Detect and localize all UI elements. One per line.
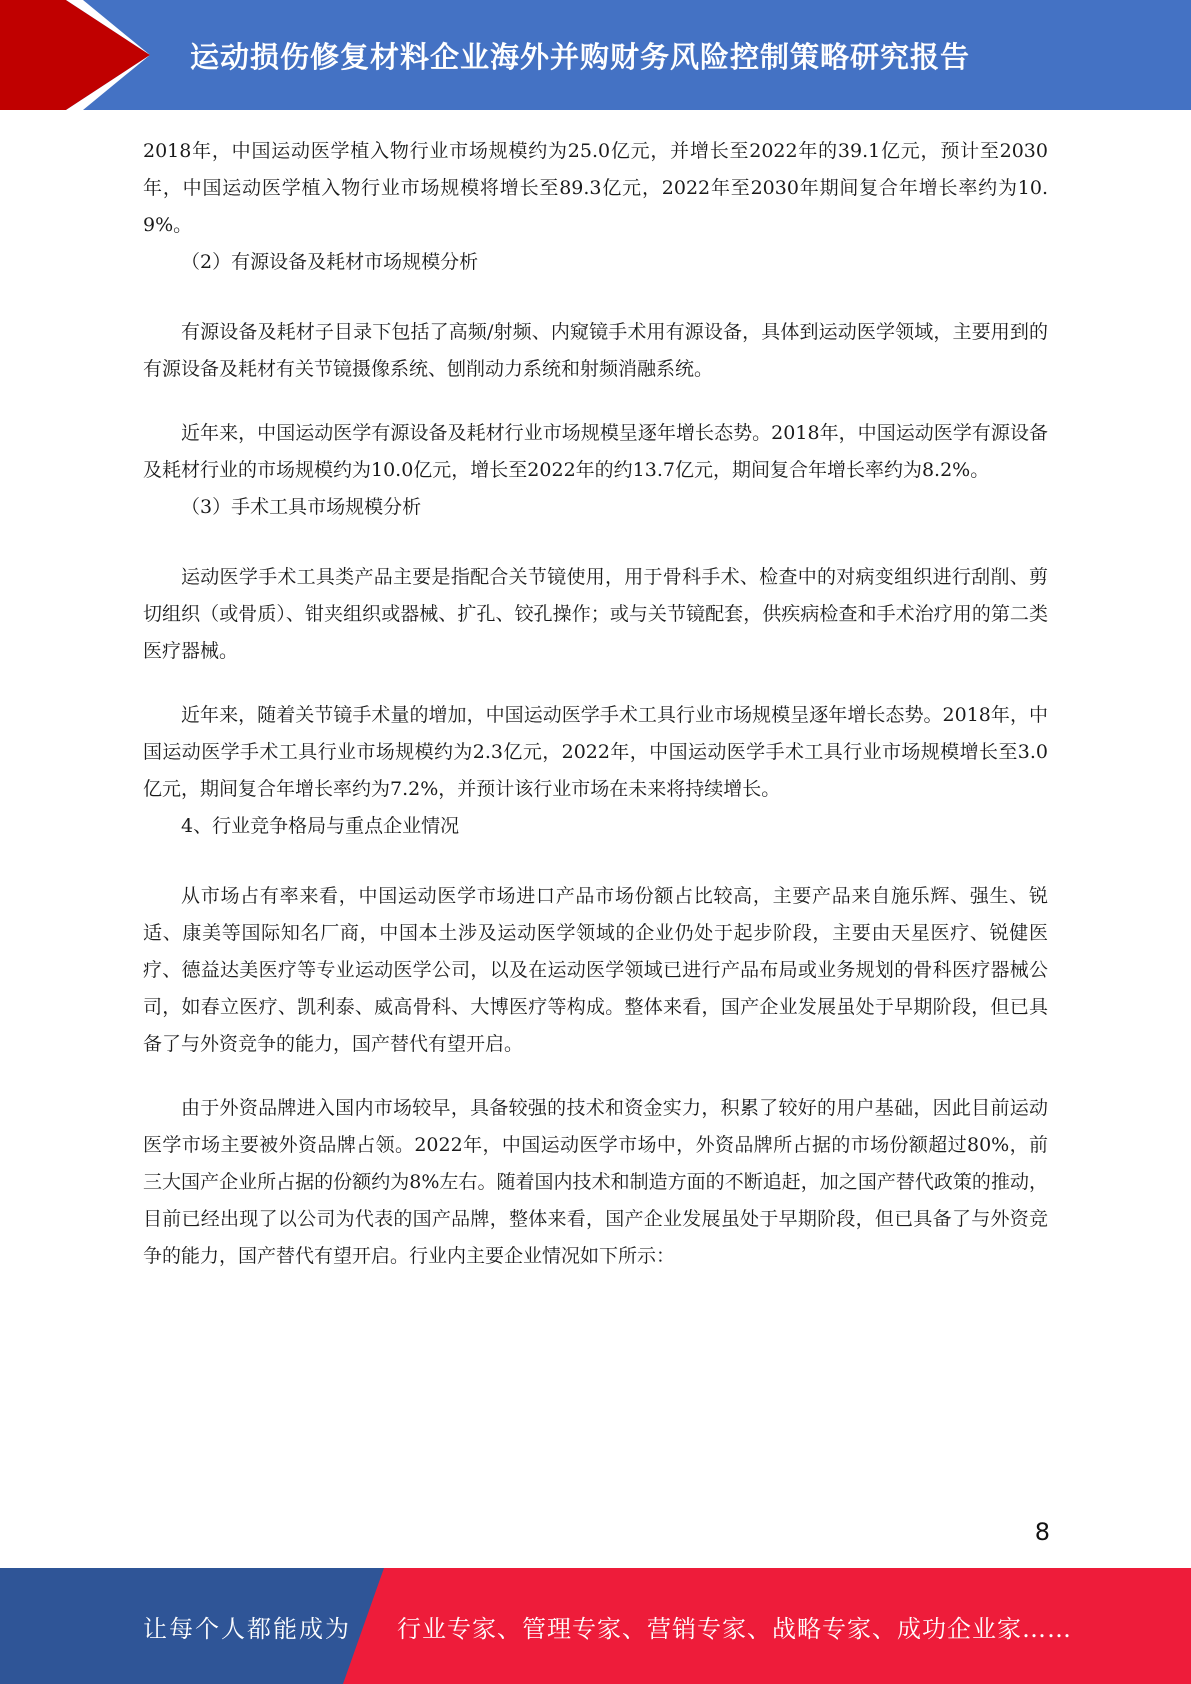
paragraph-active-devices-scope: 有源设备及耗材子目录下包括了高频/射频、内窥镜手术用有源设备，具体到运动医学领域，主要用到的有源设备及耗材有关节镜摄像系统、刨削动力系统和射频消融系统。: [143, 321, 1048, 380]
paragraph-market-share: 从市场占有率来看，中国运动医学市场进口产品市场份额占比较高，主要产品来自施乐辉、强生、锐适、康美等国际知名厂商，中国本土涉及运动医学领域的企业仍处于起步阶段，主要由天星医疗、锐健医疗、德益达美医疗等专业运动医学公司，以及在运动医学领域已进行产品布局或业务规划的骨科医疗器械公司，如春立医疗、凯利泰、威高骨科、大博医疗等构成。整体来看，国产企业发展虽处于早期阶段，但已具备了与外资竞争的能力，国产替代有望开启。: [143, 885, 1048, 1055]
report-title: 运动损伤修复材料企业海外并购财务风险控制策略研究报告: [190, 39, 971, 74]
paragraph-implant-market: 2018年，中国运动医学植入物行业市场规模约为25.0亿元，并增长至2022年的39.1亿元，预计至2030年，中国运动医学植入物行业市场规模将增长至89.3亿元，2022年至2030年期间复合年增长率约为10.9%。: [143, 140, 1048, 236]
section-heading-surgical-tools: （3）手术工具市场规模分析: [181, 496, 422, 518]
section-heading-active-devices: （2）有源设备及耗材市场规模分析: [181, 251, 479, 273]
paragraph-surgical-tools-definition: 运动医学手术工具类产品主要是指配合关节镜使用，用于骨科手术、检查中的对病变组织进行刮削、剪切组织（或骨质）、钳夹组织或器械、扩孔、铰孔操作；或与关节镜配套，供疾病检查和手术治疗用的第二类医疗器械。: [143, 566, 1048, 662]
paragraph-surgical-tools-growth: 近年来，随着关节镜手术量的增加，中国运动医学手术工具行业市场规模呈逐年增长态势。2018年，中国运动医学手术工具行业市场规模约为2.3亿元，2022年，中国运动医学手术工具行业市场规模增长至3.0亿元，期间复合年增长率约为7.2%，并预计该行业市场在未来将持续增长。: [143, 704, 1048, 800]
footer-slogan-right: 行业专家、管理专家、营销专家、战略专家、成功企业家……: [397, 1614, 1072, 1643]
page-header: [0, 0, 1191, 110]
footer-slogan-left: 让每个人都能成为: [143, 1614, 351, 1643]
document-body: [143, 133, 1048, 1275]
paragraph-active-devices-growth: 近年来，中国运动医学有源设备及耗材行业市场规模呈逐年增长态势。2018年，中国运动医学有源设备及耗材行业的市场规模约为10.0亿元，增长至2022年的约13.7亿元，期间复合年增长率约为8.2%。: [143, 422, 1048, 481]
page-footer: [0, 1568, 1191, 1684]
page-number: 8: [1034, 1518, 1050, 1546]
section-heading-competition: 4、行业竞争格局与重点企业情况: [181, 815, 460, 837]
paragraph-foreign-brands: 由于外资品牌进入国内市场较早，具备较强的技术和资金实力，积累了较好的用户基础，因此目前运动医学市场主要被外资品牌占领。2022年，中国运动医学市场中，外资品牌所占据的市场份额超过80%，前三大国产企业所占据的份额约为8%左右。随着国内技术和制造方面的不断追赶，加之国产替代政策的推动，目前已经出现了以公司为代表的国产品牌，整体来看，国产企业发展虽处于早期阶段，但已具备了与外资竞争的能力，国产替代有望开启。行业内主要企业情况如下所示：: [143, 1097, 1048, 1267]
